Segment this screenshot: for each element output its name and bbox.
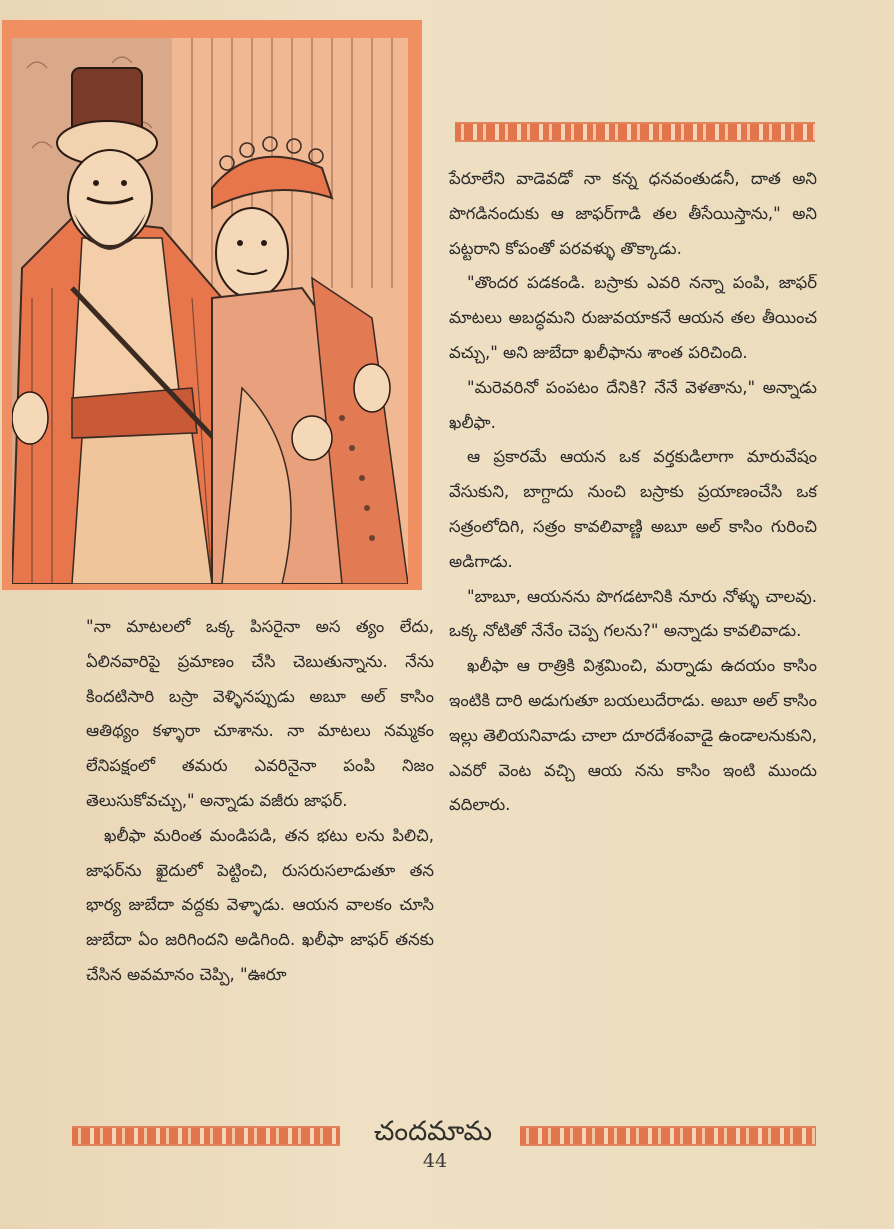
illustration-frame (2, 20, 422, 590)
caliph-and-wife-illustration (12, 38, 408, 584)
footer-border-left (72, 1126, 340, 1146)
paragraph: ఆ ప్రకారమే ఆయన ఒక వర్తకుడిలాగా మారువేషం వేసుకుని, బాగ్దాదు నుంచి బస్రాకు ప్రయాణంచేసి ఒక సత్రంలోదిగి, సత్రం కావలివాణ్ణి అబూ అల్ కాసిం గురించి అడిగాడు. (449, 447, 817, 571)
paragraph: "నా మాటలలో ఒక్క పిసరైనా అస త్యం లేదు, ఏలినవారిపై ప్రమాణం చేసి చెబుతున్నాను. నేను కిందటిసారి బస్రా వెళ్ళినప్పుడు అబూ అల్ కాసిం ఆతిథ్యం కళ్ళారా చూశాను. నా మాటలు నమ్మకం లేనిపక్షంలో తమరు ఎవరినైనా పంపి నిజం తెలుసుకోవచ్చు," అన్నాడు వజీరు జాఫర్. (86, 617, 434, 810)
right-text-column (449, 162, 817, 823)
magazine-title: చందమామ (373, 1116, 493, 1147)
paragraph: "బాబూ, ఆయనను పొగడటానికి నూరు నోళ్ళు చాలవు. ఒక్క నోటితో నేనేం చెప్ప గలను?" అన్నాడు కావలివాడు. (449, 586, 817, 641)
paragraph: "మరెవరినో పంపటం దేనికి? నేనే వెళతాను," అన్నాడు ఖలీఫా. (449, 377, 817, 432)
footer-border-right (520, 1126, 816, 1146)
illustration-drawing (12, 38, 408, 584)
page-number: 44 (422, 1150, 448, 1172)
paragraph: పేరూలేని వాడెవడో నా కన్న ధనవంతుడనీ, దాత అని పొగడినందుకు ఆ జాఫర్‌గాడి తల తీసేయిస్తాను," అని పట్టరాని కోపంతో పరవళ్ళు తొక్కాడు. (449, 169, 817, 258)
left-text-column (86, 610, 434, 993)
paragraph: "తొందర పడకండి. బస్రాకు ఎవరి నన్నా పంపి, జాఫర్ మాటలు అబద్ధమని రుజువయాకనే ఆయన తల తీయించ వచ్చు," అని జుబేదా ఖలీఫాను శాంత పరిచింది. (449, 273, 817, 362)
top-decorative-border (455, 122, 815, 142)
paragraph: ఖలీఫా ఆ రాత్రికి విశ్రమించి, మర్నాడు ఉదయం కాసిం ఇంటికి దారి అడుగుతూ బయలుదేరాడు. అబూ అల్ కాసిం ఇల్లు తెలియనివాడు చాలా దూరదేశంవాడై ఉండాలనుకుని, ఎవరో వెంట వచ్చి ఆయ నను కాసిం ఇంటి ముందు వదిలారు. (449, 656, 817, 815)
paragraph: ఖలీఫా మరింత మండిపడి, తన భటు లను పిలిచి, జాఫర్‌ను ఖైదులో పెట్టించి, రుసరుసలాడుతూ తన భార్య జుబేదా వద్దకు వెళ్ళాడు. ఆయన వాలకం చూసి జుబేదా ఏం జరిగిందని అడిగింది. ఖలీఫా జాఫర్ తనకు చేసిన అవమానం చెప్పి, "ఊరూ (86, 825, 434, 984)
